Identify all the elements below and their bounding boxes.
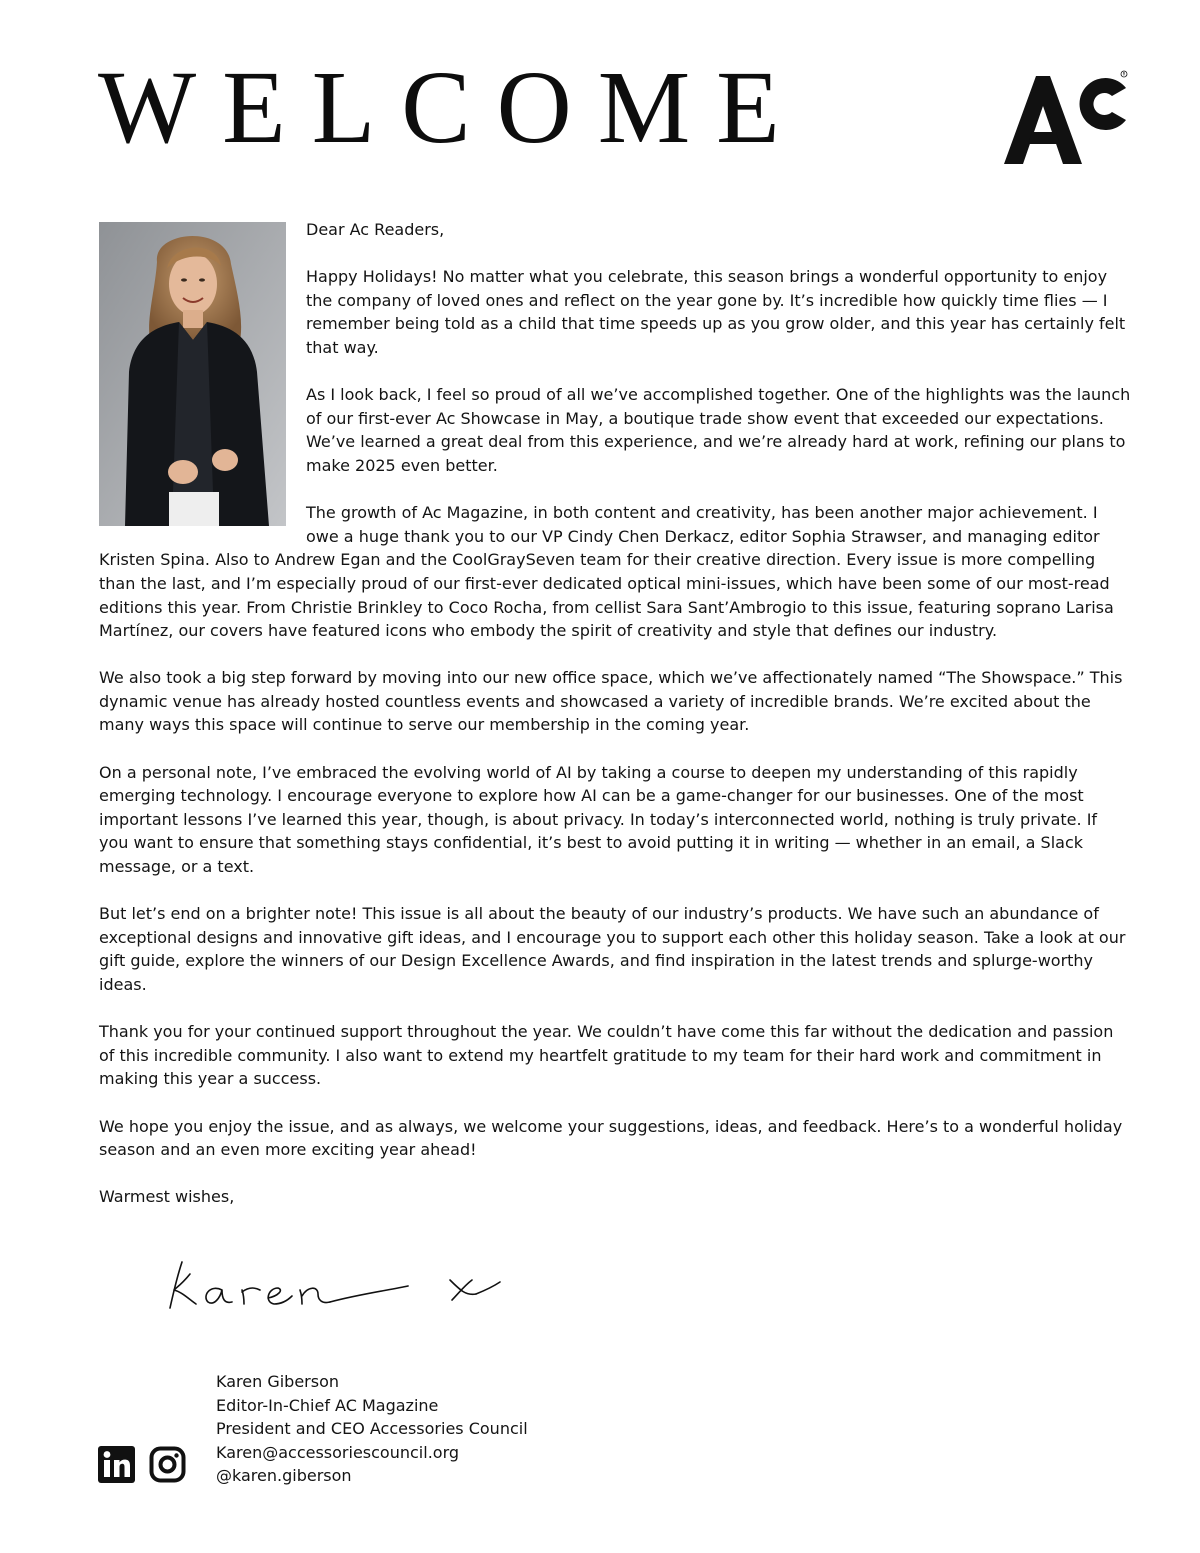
signer-name: Karen Giberson — [216, 1372, 339, 1391]
closing: Warmest wishes, — [99, 1187, 235, 1207]
paragraph-2: As I look back, I feel so proud of all we’ve accomplished together. One of the highlights was the launch of our first-ever Ac Showcase in May, a boutique trade show event that exceeded our expectations. We’ve learned a great deal from this experience, and we’re already hard at work, refining our plans to make 2025 even better. — [306, 385, 1131, 475]
signer-handle[interactable]: @karen.giberson — [216, 1466, 352, 1486]
paragraph-7: Thank you for your continued support throughout the year. We couldn’t have come this far without the dedication and passion of this incredible community. I also want to extend my heartfelt gratitude to my team for their hard work and commitment in making this year a success. — [99, 1022, 1114, 1089]
svg-text:R: R — [1122, 71, 1126, 77]
signer-block — [216, 1370, 528, 1488]
paragraph-5: On a personal note, I’ve embraced the evolving world of AI by taking a course to deepen my understanding of this rapidly emerging technology. I encourage everyone to explore how AI can be a game-changer for our businesses. One of the most important lessons I’ve learned this year, though, is about privacy. In today’s interconnected world, nothing is truly private. If you want to ensure that something stays confidential, it’s best to avoid putting it in writing — whether in an email, a Slack message, or a text. — [99, 762, 1098, 877]
paragraph-6: But let’s end on a brighter note! This issue is all about the beauty of our industry’s products. We have such an abundance of exceptional designs and innovative gift ideas, and I encourage you to support each other this holiday season. Take a look at our gift guide, explore the winners of our Design Excellence Awards, and find inspiration in the latest trends and splurge-worthy ideas. — [99, 904, 1126, 994]
ac-logo — [1000, 70, 1130, 168]
signer-title-magazine: Editor-In-Chief AC Magazine — [216, 1395, 439, 1415]
signer-email[interactable]: Karen@accessoriescouncil.org — [216, 1442, 460, 1462]
letter-body — [99, 218, 1131, 1233]
paragraph-4: We also took a big step forward by moving into our new office space, which we’ve affectionately named “The Showspace.” This dynamic venue has already hosted countless events and showcased a variety of incredible brands. We’re excited about the many ways this space will continue to serve our membership in the coming year. — [99, 668, 1123, 735]
paragraph-3: The growth of Ac Magazine, in both content and creativity, has been another major achievement. I owe a huge thank you to our VP Cindy Chen Derkacz, editor Sophia Strawser, and managing editor Kristen Spina. Also to Andrew Egan and the CoolGraySeven team for their creative direction. Every issue is more compelling than the last, and I’m especially proud of our first-ever dedicated optical mini-issues, which have been some of our most-read editions this year. From Christie Brinkley to Coco Rocha, from cellist Sara Sant’Ambrogio to this issue, featuring soprano Larisa Martínez, our covers have featured icons who embody the spirit of creativity and style that defines our industry. — [99, 503, 1114, 641]
photo-spacer — [99, 218, 286, 544]
handwritten-signature — [160, 1250, 520, 1320]
social-links — [98, 1446, 186, 1483]
instagram-icon[interactable] — [149, 1446, 186, 1483]
page-title: WELCOME — [98, 50, 806, 165]
paragraph-8: We hope you enjoy the issue, and as always, we welcome your suggestions, ideas, and feedback. Here’s to a wonderful holiday season and an even more exciting year ahead! — [99, 1116, 1123, 1160]
salutation: Dear Ac Readers, — [306, 220, 445, 239]
paragraph-1: Happy Holidays! No matter what you celebrate, this season brings a wonderful opportunity to enjoy the company of loved ones and reflect on the year gone by. It’s incredible how quickly time flies — I remember being told as a child that time speeds up as you grow older, and this year has certainly felt that way. — [306, 267, 1126, 357]
linkedin-icon[interactable] — [98, 1446, 135, 1483]
signer-title-council: President and CEO Accessories Council — [216, 1419, 528, 1439]
